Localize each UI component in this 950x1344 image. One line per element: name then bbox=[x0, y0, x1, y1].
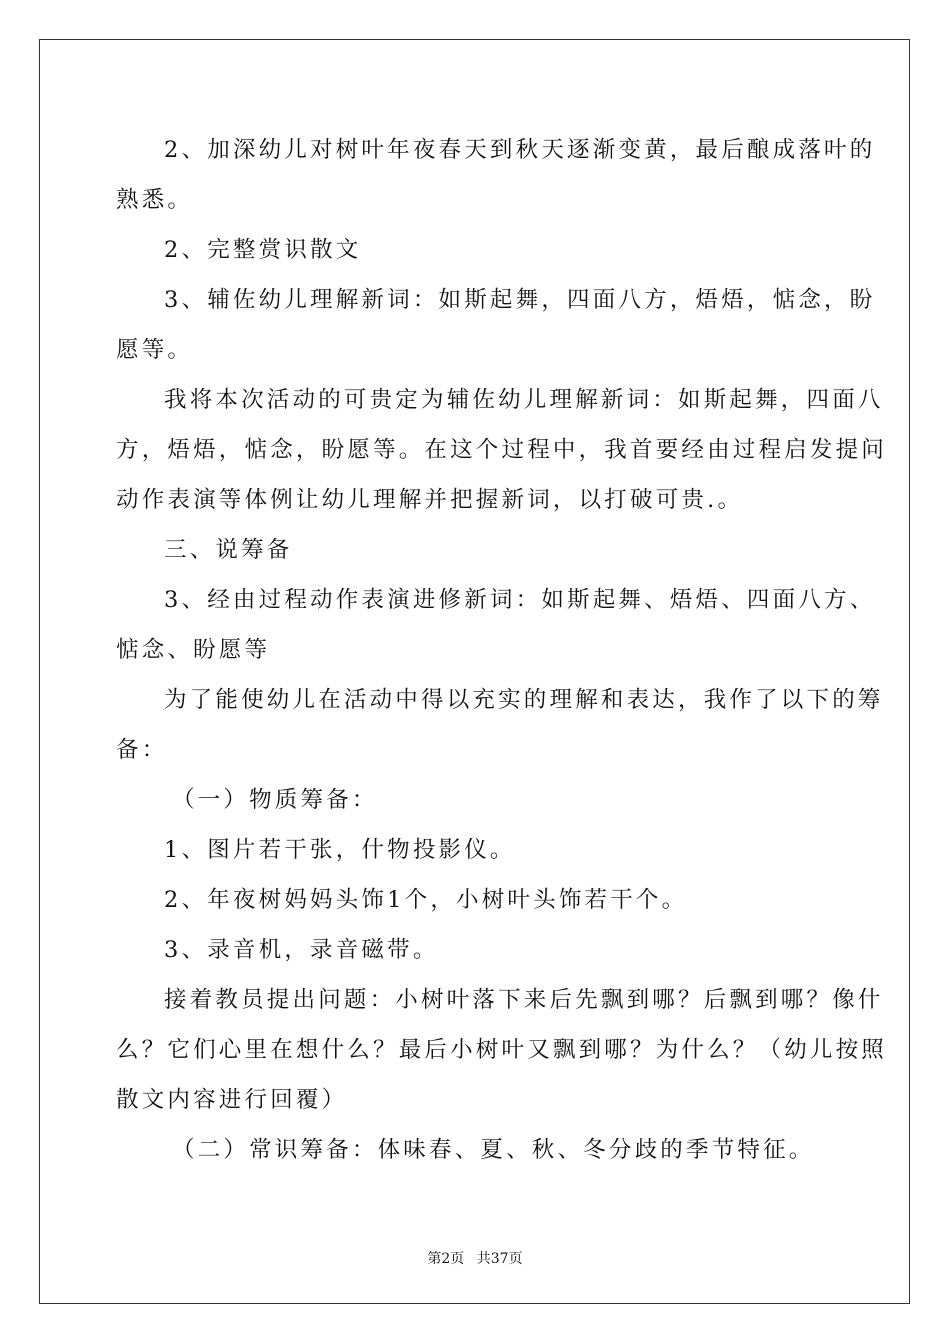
paragraph-line: 散文内容进行回覆） bbox=[116, 1087, 348, 1113]
paragraph-line: 3、经由过程动作表演进修新词：如斯起舞、焐焐、四面八方、 bbox=[164, 587, 876, 613]
page-number: 第2页 bbox=[427, 1251, 465, 1267]
subsection-heading: （二）常识筹备：体味春、夏、秋、冬分歧的季节特征。 bbox=[172, 1137, 815, 1163]
paragraph-line: 熟悉。 bbox=[116, 187, 194, 213]
paragraph-line: 3、辅佐幼儿理解新词：如斯起舞，四面八方，焐焐，惦念，盼 bbox=[164, 287, 876, 313]
page-footer bbox=[0, 1248, 950, 1268]
list-item: 2、年夜树妈妈头饰1个，小树叶头饰若干个。 bbox=[164, 887, 688, 913]
list-item: 1、图片若干张，什物投影仪。 bbox=[164, 837, 516, 863]
list-item: 3、录音机，录音磁带。 bbox=[164, 937, 439, 963]
paragraph-line: 我将本次活动的可贵定为辅佐幼儿理解新词：如斯起舞，四面八 bbox=[164, 387, 884, 413]
paragraph-line: 2、加深幼儿对树叶年夜春天到秋天逐渐变黄，最后酿成落叶的 bbox=[164, 137, 876, 163]
page-border bbox=[39, 39, 910, 1304]
paragraph-line: 备： bbox=[116, 737, 168, 763]
paragraph-line: 么？它们心里在想什么？最后小树叶又飘到哪？为什么？（幼儿按照 bbox=[116, 1037, 888, 1063]
paragraph-line: 接着教员提出问题：小树叶落下来后先飘到哪？后飘到哪？像什 bbox=[164, 987, 884, 1013]
page-total: 共37页 bbox=[476, 1251, 523, 1267]
paragraph-line: 为了能使幼儿在活动中得以充实的理解和表达，我作了以下的筹 bbox=[164, 687, 884, 713]
paragraph-line: 惦念、盼愿等 bbox=[116, 637, 271, 663]
section-heading: 三、说筹备 bbox=[164, 537, 293, 563]
subsection-heading: （一）物质筹备： bbox=[172, 787, 378, 813]
paragraph-line: 动作表演等体例让幼儿理解并把握新词，以打破可贵.。 bbox=[116, 487, 744, 513]
paragraph-line: 方，焐焐，惦念，盼愿等。在这个过程中，我首要经由过程启发提问 bbox=[116, 437, 888, 463]
paragraph-line: 2、完整赏识散文 bbox=[164, 237, 362, 263]
paragraph-line: 愿等。 bbox=[116, 337, 194, 363]
